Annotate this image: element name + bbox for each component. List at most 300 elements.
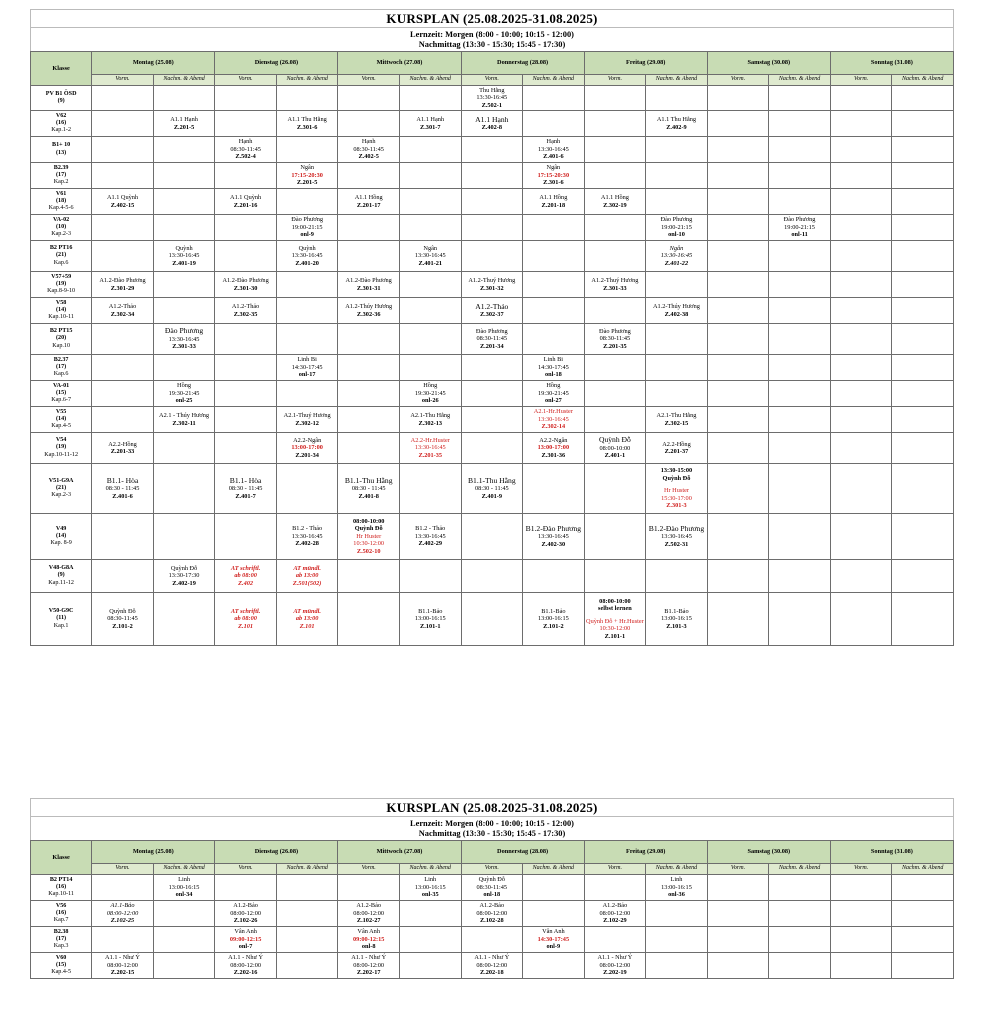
schedule-cell — [92, 875, 154, 901]
class-name: B2.39 — [53, 164, 69, 171]
class-size: (16) — [56, 909, 67, 916]
cell-line: A1.2-Thảo — [475, 301, 509, 311]
cell-line: Z.201-34 — [479, 342, 504, 350]
table-row — [31, 560, 954, 593]
cell-line: Ngân — [546, 164, 561, 172]
header-vorm: Vorm. — [584, 864, 646, 875]
cell-line: 13:30-16:45 — [168, 252, 200, 260]
schedule-cell — [153, 324, 215, 355]
schedule-cell — [338, 407, 400, 433]
schedule-cell — [646, 272, 708, 298]
table-row — [31, 927, 954, 953]
table-row — [31, 901, 954, 927]
schedule-cell — [892, 298, 954, 324]
class-name: V58 — [55, 299, 67, 306]
schedule-cell — [584, 953, 646, 979]
schedule-table — [30, 51, 954, 646]
schedule-cell — [707, 137, 769, 163]
schedule-cell — [399, 86, 461, 111]
cell-line: Z.502-1 — [481, 101, 503, 109]
schedule-cell — [153, 111, 215, 137]
schedule-cell — [892, 875, 954, 901]
cell-line: A1.2-Thảo — [108, 303, 137, 311]
class-name: B2.37 — [53, 356, 69, 363]
cell-line: 08:30-11:45 — [599, 335, 631, 343]
schedule-cell — [769, 875, 831, 901]
schedule-cell — [215, 86, 277, 111]
schedule-cell — [399, 433, 461, 464]
class-chapter: Kap.6 — [53, 371, 69, 378]
schedule-cell — [646, 514, 708, 560]
schedule-cell — [215, 901, 277, 927]
schedule-cell — [769, 241, 831, 272]
schedule-cell — [153, 298, 215, 324]
cell-line: Z.301-30 — [233, 284, 258, 292]
header-vorm: Vorm. — [338, 75, 400, 86]
schedule-cell — [584, 163, 646, 189]
header-klasse: Klasse — [31, 52, 92, 86]
class-chapter: Kap.1-2 — [51, 127, 72, 134]
header-day: Samstag (30.08) — [707, 841, 830, 864]
schedule-cell — [399, 111, 461, 137]
header-nachm: Nachm. & Abend — [769, 75, 831, 86]
subtitle-line-2: Nachmittag (13:30 - 15:30; 15:45 - 17:30) — [418, 39, 566, 49]
cell-line: Quỳnh — [175, 244, 193, 252]
schedule-cell — [153, 875, 215, 901]
cell-line: Z.402-9 — [666, 123, 687, 131]
cell-line: Hr Huster — [663, 487, 689, 495]
schedule-cell — [338, 560, 400, 593]
schedule-cell — [338, 272, 400, 298]
cell-line: Z.502-10 — [356, 547, 381, 555]
schedule-cell — [830, 86, 892, 111]
cell-line: selbst lernen — [598, 605, 632, 613]
schedule-cell — [707, 272, 769, 298]
header-day: Donnerstag (28.08) — [461, 52, 584, 75]
schedule-cell — [584, 298, 646, 324]
class-name: V56 — [55, 902, 67, 909]
cell-line: Z.402-38 — [664, 310, 689, 318]
cell-line: 13:30-16:45 — [291, 532, 323, 540]
schedule-cell — [892, 324, 954, 355]
cell-line: A1.1 Hồng — [539, 194, 568, 202]
cell-line: B1.1-Bảo — [664, 607, 689, 615]
cell-line: Đào Phương — [599, 327, 631, 335]
class-size: (14) — [56, 532, 67, 539]
schedule-cell — [215, 189, 277, 215]
class-name: PV B1 ÖSD — [45, 90, 77, 97]
header-vorm: Vorm. — [584, 75, 646, 86]
schedule-cell — [646, 927, 708, 953]
schedule-cell — [646, 189, 708, 215]
cell-line: B1.1-Thu Hằng — [467, 475, 516, 485]
schedule-cell — [892, 433, 954, 464]
class-size: (14) — [56, 306, 67, 313]
cell-line: 08:30 - 11:45 — [351, 485, 386, 493]
schedule-cell — [153, 953, 215, 979]
schedule-cell — [584, 560, 646, 593]
schedule-cell — [338, 901, 400, 927]
schedule-cell — [153, 241, 215, 272]
schedule-cell — [92, 163, 154, 189]
schedule-cell — [646, 875, 708, 901]
schedule-cell — [769, 901, 831, 927]
schedule-cell — [830, 111, 892, 137]
schedule-cell — [646, 86, 708, 111]
schedule-cell — [153, 593, 215, 646]
schedule-cell — [338, 464, 400, 514]
schedule-cell — [646, 901, 708, 927]
cell-line: Z.402-5 — [358, 153, 379, 161]
cell-line: Z.201-17 — [356, 201, 381, 209]
schedule-cell — [892, 189, 954, 215]
cell-line: Z.302-15 — [664, 419, 689, 427]
schedule-subtitle — [30, 27, 954, 51]
class-chapter: Kap.4-5-6 — [48, 205, 74, 212]
class-size: (16) — [56, 883, 67, 890]
cell-line: AT schriftl. — [230, 564, 261, 572]
schedule-cell — [215, 355, 277, 381]
header-day: Freitag (29.08) — [584, 841, 707, 864]
schedule-cell — [830, 215, 892, 241]
cell-line: Z.202-16 — [233, 969, 258, 977]
cell-line: 08:00-12:00 — [230, 909, 261, 917]
cell-line: Z.101-1 — [604, 632, 626, 640]
schedule-cell — [92, 433, 154, 464]
schedule-cell — [707, 464, 769, 514]
schedule-cell — [584, 111, 646, 137]
cell-line: 19:30-21:45 — [414, 389, 446, 397]
cell-line: A1.1 - Như Ý — [351, 954, 387, 962]
class-chapter: Kap.2-3 — [51, 492, 72, 499]
schedule-cell — [523, 324, 585, 355]
schedule-sheet-2 — [30, 798, 954, 979]
cell-line: ab 13:00 — [295, 572, 319, 580]
cell-line: 13:00-16:15 — [414, 883, 446, 891]
class-size: (19) — [56, 444, 67, 451]
cell-line: Z.201-16 — [233, 201, 258, 209]
class-name: B2.38 — [53, 928, 69, 935]
cell-line: A1.1 Quỳnh — [106, 194, 139, 202]
header-day: Donnerstag (28.08) — [461, 841, 584, 864]
cell-line: 09:00-12:15 — [229, 935, 262, 943]
cell-line: 13:00-16:15 — [661, 883, 692, 891]
schedule-cell — [830, 137, 892, 163]
schedule-cell — [461, 875, 523, 901]
header-day: Dienstag (26.08) — [215, 52, 338, 75]
schedule-cell — [215, 298, 277, 324]
cell-line: Z.102-25 — [110, 917, 135, 925]
cell-line: A1.1 Thu Hằng — [656, 116, 697, 124]
schedule-cell — [338, 433, 400, 464]
cell-line: Z.201-5 — [173, 123, 195, 131]
cell-line: Z.302-14 — [541, 423, 566, 431]
schedule-cell — [215, 215, 277, 241]
schedule-cell — [276, 298, 338, 324]
cell-line: Z.202-19 — [603, 969, 627, 977]
table-row — [31, 407, 954, 433]
schedule-cell — [707, 86, 769, 111]
cell-line: 13:00-17:00 — [291, 444, 323, 452]
schedule-cell — [769, 163, 831, 189]
schedule-cell — [276, 927, 338, 953]
schedule-cell — [153, 163, 215, 189]
schedule-cell — [399, 560, 461, 593]
schedule-cell — [92, 86, 154, 111]
cell-line: Z.402-28 — [295, 540, 319, 548]
schedule-cell — [153, 560, 215, 593]
cell-line: Z.401-21 — [418, 259, 443, 267]
schedule-cell — [215, 111, 277, 137]
cell-line: Z.301-6 — [543, 179, 564, 187]
cell-line: Z.402-8 — [481, 124, 503, 132]
cell-line: A1.1 - Như Ý — [474, 954, 510, 962]
header-vorm: Vorm. — [92, 864, 154, 875]
schedule-cell — [399, 381, 461, 407]
schedule-cell — [830, 875, 892, 901]
cell-line: AT mündl. — [293, 607, 321, 615]
schedule-cell — [399, 215, 461, 241]
schedule-cell — [769, 953, 831, 979]
header-nachm: Nachm. & Abend — [153, 864, 215, 875]
cell-line: 19:00-21:15 — [784, 223, 815, 231]
header-vorm: Vorm. — [215, 864, 277, 875]
schedule-cell — [892, 901, 954, 927]
cell-line: Z.101-2 — [112, 622, 133, 630]
schedule-cell — [92, 901, 154, 927]
cell-line: 10:30-12:00 — [599, 625, 631, 633]
class-name-cell — [31, 381, 92, 407]
cell-line: 14:30-17:45 — [537, 363, 569, 371]
schedule-cell — [92, 560, 154, 593]
schedule-cell — [769, 324, 831, 355]
schedule-cell — [584, 272, 646, 298]
cell-line: Đào Phương — [475, 327, 508, 335]
table-row — [31, 324, 954, 355]
cell-line: A1.1 Quỳnh — [230, 194, 262, 202]
header-nachm: Nachm. & Abend — [769, 864, 831, 875]
schedule-cell — [92, 111, 154, 137]
schedule-title: KURSPLAN (25.08.2025-31.08.2025) — [30, 9, 954, 27]
cell-line: Đào Phương — [164, 326, 204, 336]
header-nachm: Nachm. & Abend — [399, 864, 461, 875]
schedule-cell — [153, 407, 215, 433]
header-nachm: Nachm. & Abend — [892, 864, 954, 875]
cell-line: onl-18 — [483, 891, 501, 899]
class-size: (21) — [56, 484, 67, 491]
cell-line: A1.1 Hạnh — [170, 116, 198, 124]
cell-line: 13:00-16:15 — [661, 615, 692, 623]
class-name-cell — [31, 355, 92, 381]
schedule-cell — [769, 355, 831, 381]
cell-line: Hạnh — [238, 138, 253, 146]
cell-line: 08:00-10:00 — [599, 444, 631, 452]
cell-line: Z.201-34 — [295, 451, 319, 459]
schedule-cell — [584, 355, 646, 381]
cell-line: B1.1-Bảo — [418, 607, 443, 615]
cell-line: Z.301-33 — [603, 284, 627, 292]
schedule-cell — [523, 560, 585, 593]
cell-line: Ngân — [423, 244, 438, 252]
schedule-cell — [215, 324, 277, 355]
cell-line: Z.301-32 — [479, 284, 504, 292]
schedule-cell — [153, 381, 215, 407]
cell-line: Đào Phương — [291, 216, 324, 224]
schedule-cell — [92, 593, 154, 646]
schedule-cell — [830, 407, 892, 433]
schedule-cell — [215, 241, 277, 272]
schedule-cell — [461, 927, 523, 953]
schedule-cell — [769, 215, 831, 241]
schedule-cell — [830, 593, 892, 646]
cell-line: onl-26 — [421, 397, 439, 405]
schedule-cell — [338, 381, 400, 407]
cell-line: Vân Anh — [542, 928, 565, 936]
cell-line: A2.1-Thu Hằng — [410, 412, 451, 420]
cell-line: Z.301-31 — [356, 284, 381, 292]
class-chapter: Kap.7 — [53, 917, 69, 924]
class-name-cell — [31, 927, 92, 953]
schedule-cell — [584, 433, 646, 464]
cell-line: A1.2-Thúy Hương — [652, 303, 700, 311]
cell-line: 08:00-12:00 — [353, 909, 385, 917]
cell-line: A2.1-Thu Hằng — [656, 412, 697, 420]
schedule-cell — [769, 189, 831, 215]
class-chapter: Kap.1 — [53, 622, 69, 629]
cell-line: A1.1 Hồng — [600, 194, 629, 202]
cell-line: Z.402-15 — [110, 201, 135, 209]
class-name-cell — [31, 953, 92, 979]
schedule-sheet-1 — [30, 9, 954, 646]
schedule-cell — [461, 189, 523, 215]
cell-line: A2.2-Hồng — [662, 440, 691, 448]
subtitle-line-2: Nachmittag (13:30 - 15:30; 15:45 - 17:30) — [418, 828, 566, 838]
cell-line: onl-17 — [298, 371, 316, 379]
schedule-cell — [399, 189, 461, 215]
cell-line: A1.2-Bảo — [479, 902, 505, 910]
schedule-cell — [153, 86, 215, 111]
cell-line: A1.1 Hạnh — [475, 114, 509, 124]
schedule-cell — [892, 464, 954, 514]
class-name: VA-01 — [53, 382, 70, 389]
schedule-cell — [646, 433, 708, 464]
table-row — [31, 381, 954, 407]
cell-line: 08:30-11:45 — [476, 335, 508, 343]
cell-line: B1.1- Hòa — [229, 475, 262, 485]
class-name-cell — [31, 272, 92, 298]
schedule-cell — [707, 241, 769, 272]
schedule-cell — [399, 593, 461, 646]
class-name: V57+59 — [51, 273, 72, 280]
schedule-cell — [92, 464, 154, 514]
class-chapter: Kap.2-3 — [51, 231, 72, 238]
cell-line: Z.302-13 — [418, 419, 443, 427]
cell-line: onl-10 — [668, 231, 685, 239]
header-nachm: Nachm. & Abend — [523, 75, 585, 86]
schedule-cell — [399, 163, 461, 189]
table-row — [31, 163, 954, 189]
schedule-cell — [92, 241, 154, 272]
schedule-cell — [584, 407, 646, 433]
schedule-cell — [707, 189, 769, 215]
cell-line: 13:00-16:15 — [537, 615, 569, 623]
cell-line: Quỳnh Đỗ + Hr.Huster — [586, 617, 644, 625]
schedule-cell — [461, 241, 523, 272]
header-day: Dienstag (26.08) — [215, 841, 338, 864]
schedule-cell — [707, 355, 769, 381]
cell-line: Z.302-11 — [172, 419, 196, 427]
header-vorm: Vorm. — [830, 864, 892, 875]
class-chapter: Kap.6-7 — [51, 397, 72, 404]
cell-line: Vân Anh — [234, 928, 257, 936]
cell-line: Z.401-7 — [235, 492, 256, 500]
schedule-cell — [399, 953, 461, 979]
schedule-cell — [399, 298, 461, 324]
cell-line: A1.1 - Như Ý — [597, 954, 633, 962]
class-chapter: Kap. 8-9 — [50, 540, 72, 547]
schedule-cell — [276, 875, 338, 901]
class-name: V55 — [55, 408, 67, 415]
cell-line: Z.102-29 — [603, 917, 627, 925]
schedule-cell — [276, 407, 338, 433]
class-chapter: Kap.10-11-12 — [44, 451, 79, 458]
schedule-cell — [707, 215, 769, 241]
cell-line: onl-34 — [175, 891, 193, 899]
schedule-cell — [338, 241, 400, 272]
schedule-cell — [523, 514, 585, 560]
schedule-cell — [523, 189, 585, 215]
cell-line: Ngân — [669, 244, 684, 252]
header-day: Samstag (30.08) — [707, 52, 830, 75]
table-row — [31, 514, 954, 560]
schedule-cell — [338, 953, 400, 979]
class-name: B2 PT16 — [49, 245, 73, 252]
cell-line: Z.302-36 — [356, 310, 381, 318]
schedule-cell — [646, 324, 708, 355]
cell-line: A1.2-Đào Phương — [222, 277, 269, 285]
cell-line: Z.401-6 — [112, 492, 133, 500]
class-name: V51-G9A — [48, 477, 74, 484]
class-name: V48-G8A — [48, 565, 74, 572]
schedule-cell — [523, 464, 585, 514]
cell-line: A1.2-Đào Phương — [99, 277, 146, 285]
class-name-cell — [31, 407, 92, 433]
class-size: (18) — [56, 197, 67, 204]
schedule-cell — [830, 464, 892, 514]
schedule-cell — [338, 875, 400, 901]
schedule-cell — [153, 215, 215, 241]
schedule-cell — [523, 953, 585, 979]
schedule-cell — [892, 560, 954, 593]
cell-line: A2.2-Ngân — [539, 436, 568, 444]
cell-line: Ngân — [300, 164, 314, 172]
class-size: (9) — [57, 98, 65, 104]
cell-line: 08:00-12:00 — [230, 961, 261, 969]
cell-line: Z.401-22 — [664, 259, 689, 267]
schedule-cell — [523, 111, 585, 137]
schedule-cell — [892, 111, 954, 137]
schedule-cell — [523, 927, 585, 953]
schedule-cell — [215, 953, 277, 979]
cell-line: onl-9 — [300, 231, 314, 239]
cell-line: A2.2-Ngân — [293, 436, 322, 444]
schedule-cell — [338, 137, 400, 163]
schedule-cell — [646, 163, 708, 189]
cell-line: 08:00-12:00 — [476, 961, 508, 969]
cell-line: B1.1-Thu Hằng — [344, 475, 393, 485]
header-vorm: Vorm. — [830, 75, 892, 86]
schedule-cell — [707, 298, 769, 324]
